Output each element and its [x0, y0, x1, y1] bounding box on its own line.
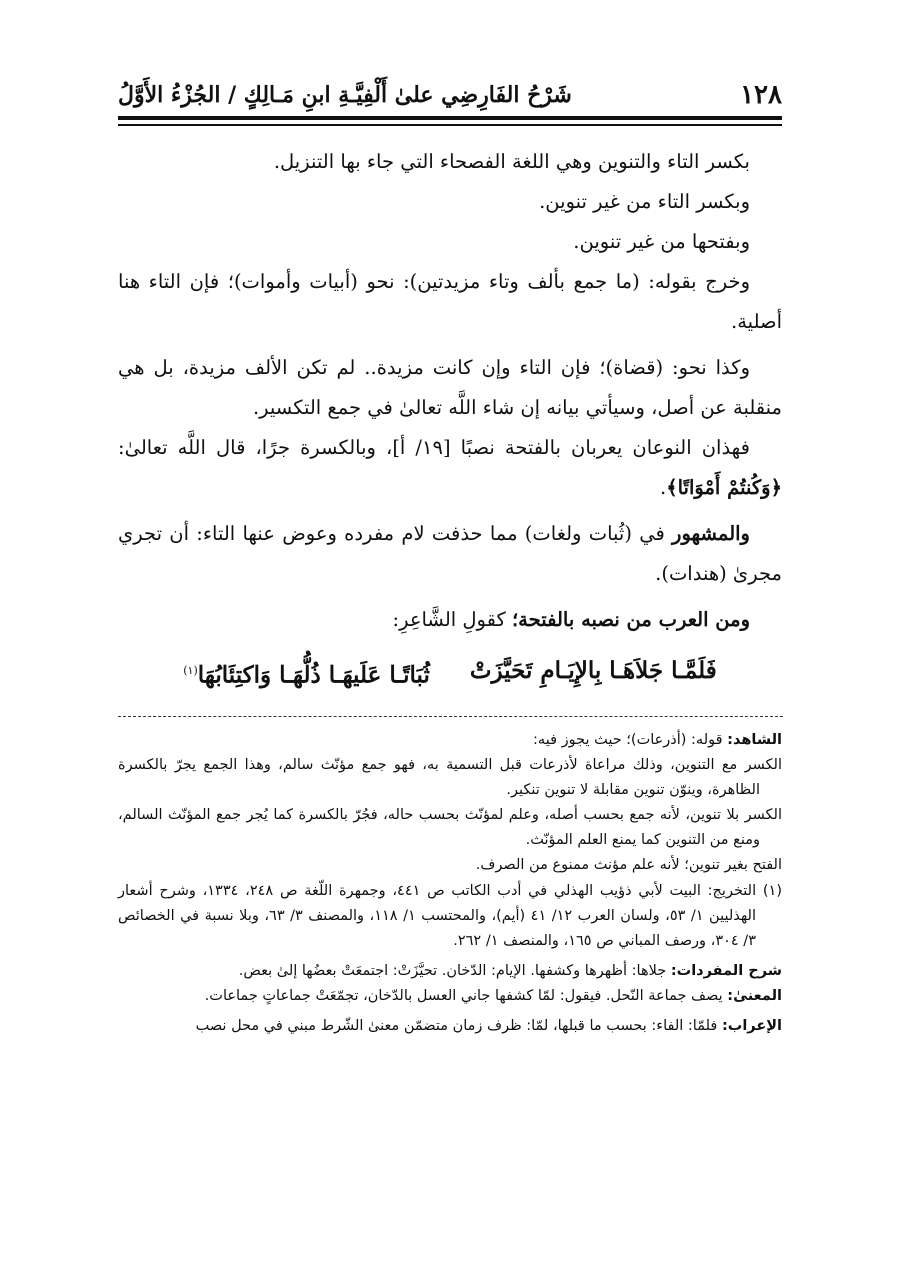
footnote-separator: [118, 716, 783, 717]
maana-label: المعنىٰ:: [727, 988, 782, 1004]
shahid-line: [118, 728, 782, 753]
paragraph-8-lead: ومن العرب من نصبه بالفتحة؛: [511, 608, 750, 631]
paragraph-6-text: فهذان النوعان يعربان بالفتحة نصبًا [١٩/ أ]، وبالكسرة جرًا، قال اللَّه تعالىٰ:: [118, 436, 750, 459]
main-text: [118, 142, 782, 701]
footnotes: [118, 728, 782, 1039]
poetry-verse: [118, 646, 782, 701]
footnote-marker: (١): [183, 664, 198, 677]
verse-first-hemistich: فَلَمَّـا جَلاَهَـا بِالإِيَـامِ تَحَيَّزَتْ: [469, 657, 717, 684]
paragraph-6: فهذان النوعان يعربان بالفتحة نصبًا [١٩/ أ]، وبالكسرة جرًا، قال اللَّه تعالىٰ: ﴿وَكُنتُمْ أَمْوَاتًا﴾.: [118, 436, 782, 499]
irab-line: [118, 1014, 782, 1039]
verse-second-hemistich-wrap: [183, 646, 430, 701]
irab-text: فلمّا: الفاء: بحسب ما قبلها، لمّا: ظرف زمان متضمّن معنىٰ الشّرط مبني في محل نصب: [195, 1018, 718, 1034]
mufradat-line: [118, 959, 782, 984]
mufradat-text: جلاها: أظهرها وكشفها. الإيام: الدّخان. تحيَّزَتْ: اجتمعَتْ بعضُها إلىٰ بعض.: [238, 963, 667, 979]
running-title: شَرْحُ الفَارِضِي علىٰ أَلْفِيَّـةِ ابنِ مَـالِكٍ / الجُزْءُ الأَوَّلُ: [118, 82, 572, 108]
paragraph-7: [118, 514, 782, 594]
maana-text: يصف جماعة النّحل. فيقول: لمّا كشفها جاني العسل بالدّخان، تجمّعَتْ جماعاتٍ جماعات.: [204, 988, 723, 1004]
page-header: [118, 66, 782, 116]
paragraph-3: وبفتحها من غير تنوين.: [573, 230, 750, 253]
footnote-kasr-tanwin: الكسر مع التنوين، وذلك مراعاة لأذرعات قبل التسمية به، فهو جمع مؤنّث سالم، وهذا الجمع يجرّ بالكسرة الظاهرة، وينوّن تنوين مقابلة لا تنوين تنكير.: [118, 757, 782, 798]
header-rule-thick: [118, 116, 782, 120]
header-rule-thin: [118, 124, 782, 126]
footnote-takhrij: (١) التخريج: البيت لأبي ذؤيب الهذلي في أدب الكاتب ص ٤٤١، وجمهرة اللّغة ص ٢٤٨، ١٣٣٤، وشرح أشعار الهذليين ١/ ٥٣، ولسان العرب ١٢/ ٤١ (أيم)، والمحتسب ١/ ١١٨، والمصنف ٣/ ٦٣، وبلا نسبة في الخصائص ٣/ ٣٠٤، ورصف المباني ص ١٦٥، والمنصف ١/ ٢٦٢.: [118, 883, 782, 949]
footnote-fath: الفتح بغير تنوين؛ لأنه علم مؤنث ممنوع من الصرف.: [475, 857, 782, 873]
paragraph-7-lead: والمشهور: [672, 522, 750, 545]
paragraph-5: وكذا نحو: (قضاة)؛ فإن التاء وإن كانت مزيدة.. لم تكن الألف مزيدة، بل هي منقلبة عن أصل، وسيأتي بيانه إن شاء اللَّه تعالىٰ في جمع التكسير.: [118, 356, 782, 419]
shahid-label: الشاهد:: [727, 732, 782, 748]
paragraph-8-text: كقولِ الشَّاعِرِ:: [392, 608, 506, 631]
quran-quote: ﴿وَكُنتُمْ أَمْوَاتًا﴾: [666, 476, 782, 499]
page-number: ١٢٨: [740, 80, 782, 110]
paragraph-7-text: في (ثُبات ولغات) مما حذفت لام مفرده وعوض عنها التاء: أن تجري مجرىٰ (هندات).: [118, 522, 782, 585]
paragraph-1: بكسر التاء والتنوين وهي اللغة الفصحاء التي جاء بها التنزيل.: [273, 150, 750, 173]
maana-line: [118, 984, 782, 1009]
mufradat-label: شرح المفردات:: [670, 963, 782, 979]
paragraph-8: [118, 600, 782, 640]
irab-label: الإعراب:: [721, 1018, 782, 1034]
paragraph-4: وخرج بقوله: (ما جمع بألف وتاء مزيدتين): نحو (أبيات وأموات)؛ فإن التاء هنا أصلية.: [118, 270, 782, 333]
verse-second-hemistich: ثُبَاتًـا عَلَيهَـا ذُلُّهَـا وَاكتِئَابُهَا: [197, 661, 430, 689]
paragraph-2: وبكسر التاء من غير تنوين.: [539, 190, 750, 213]
footnote-kasr-bila-tanwin: الكسر بلا تنوين، لأنه جمع بحسب أصله، وعلم لمؤنّث بحسب حاله، فجُرّ بالكسرة كما يُجر جمع المؤنّث السالم، ومنع من التنوين كما يمنع العلم المؤنّث.: [118, 807, 782, 848]
shahid-text: قوله: (أذرعات)؛ حيث يجوز فيه:: [533, 732, 723, 748]
